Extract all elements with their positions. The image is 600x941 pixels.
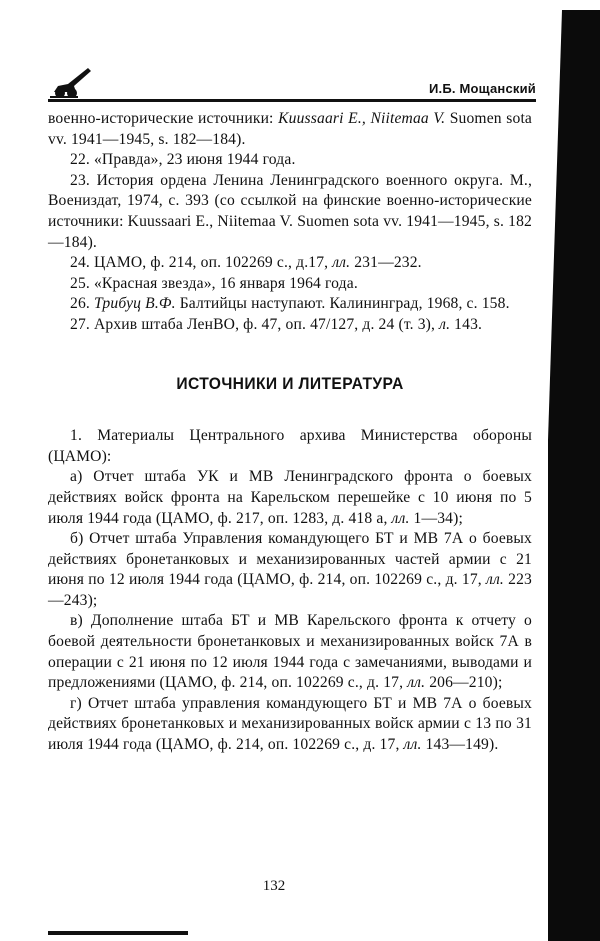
text-run: 1—34); xyxy=(409,509,463,527)
italic-text-run: л. xyxy=(439,315,451,333)
text-run: в) Дополнение штаба БТ и МВ Карельского фронта к отчету о боевой деятельности бронетанковых и механизированных войск 7А в операции с 21 июня по 12 июля 1944 года с замечаниями, выводами и предложениями (ЦАМО, ф. 214, оп. 102269 с., д. 17, xyxy=(48,612,532,692)
italic-text-run: лл. xyxy=(391,509,410,527)
source-item xyxy=(48,467,532,529)
italic-text-run: лл. xyxy=(332,254,351,272)
italic-text-run: Kuussaari E., Niitemaa V. xyxy=(278,110,446,127)
source-item xyxy=(48,426,532,467)
section-title: ИСТОЧНИКИ И ЛИТЕРАТУРА xyxy=(176,373,404,393)
sources-list xyxy=(48,426,532,756)
text-run: 206—210); xyxy=(425,674,503,692)
text-run: 23. История ордена Ленина Ленинградского военного округа. М., Воениздат, 1974, с. 393 (со ссылкой на финские военно-исторические источники: Kuussaari E., Niitemaa V. Suomen sota vv. 1941—1945, s. 182—184). xyxy=(48,171,532,251)
note-item xyxy=(48,171,532,253)
text-run: 26. xyxy=(70,295,94,313)
source-item xyxy=(48,694,532,756)
text-run: 223—243); xyxy=(48,571,532,609)
running-head: И.Б. Мощанский xyxy=(428,81,536,96)
text-run: 25. «Красная звезда», 16 января 1964 года. xyxy=(70,274,358,292)
text-run: а) Отчет штаба УК и МВ Ленинградского фронта о боевых действиях войск фронта на Карельском перешейке с 10 июня по 5 июля 1944 года (ЦАМО, ф. 217, оп. 1283, д. 418 а, xyxy=(48,468,532,527)
italic-text-run: Трибуц В.Ф. xyxy=(94,295,176,313)
text-run: 231—232. xyxy=(350,254,422,272)
cannon-icon xyxy=(48,62,98,100)
page-number: 132 xyxy=(262,878,286,894)
source-item xyxy=(48,529,532,611)
note-item xyxy=(48,253,532,274)
note-item xyxy=(48,274,532,295)
source-item xyxy=(48,611,532,693)
note-item xyxy=(48,109,532,150)
note-item xyxy=(48,294,532,315)
italic-text-run: лл. xyxy=(403,736,422,754)
note-item xyxy=(48,150,532,171)
header-rule xyxy=(48,99,536,102)
text-run: 27. Архив штаба ЛенВО, ф. 47, оп. 47/127, д. 24 (т. 3), xyxy=(70,315,440,333)
italic-text-run: лл. xyxy=(407,674,426,692)
text-run: 22. «Правда», 23 июня 1944 года. xyxy=(70,151,296,169)
notes-list xyxy=(48,109,532,336)
page-header xyxy=(48,62,536,102)
page-content xyxy=(48,109,532,756)
text-run: 1. Материалы Центрального архива Министерства обороны (ЦАМО): xyxy=(48,427,532,465)
text-run: военно-исторические источники: xyxy=(48,110,279,127)
text-run: 143. xyxy=(450,315,483,333)
text-run: г) Отчет штаба управления командующего БТ и МВ 7А о боевых действиях бронетанковых и механизированных войск армии с 13 по 31 июля 1944 года (ЦАМО, ф. 214, оп. 102269 с., д. 17, xyxy=(48,694,532,754)
bottom-rule xyxy=(48,931,188,935)
text-run: 143—149). xyxy=(421,736,499,754)
italic-text-run: лл. xyxy=(486,571,504,589)
page-edge-cut xyxy=(548,10,562,440)
text-run: Suomen sota vv. 1941—1945, s. 182—184). xyxy=(48,110,532,148)
text-run: 24. ЦАМО, ф. 214, оп. 102269 с., д.17, xyxy=(70,254,333,272)
note-item xyxy=(48,315,532,336)
text-run: Балтийцы наступают. Калининград, 1968, с. 158. xyxy=(175,295,510,313)
text-run: б) Отчет штаба Управления командующего БТ и МВ 7А о боевых действиях бронетанковых и механизированных частей армии с 21 июня по 12 июля 1944 года (ЦАМО, ф. 214, оп. 102269 с., д. 17, xyxy=(48,530,532,589)
